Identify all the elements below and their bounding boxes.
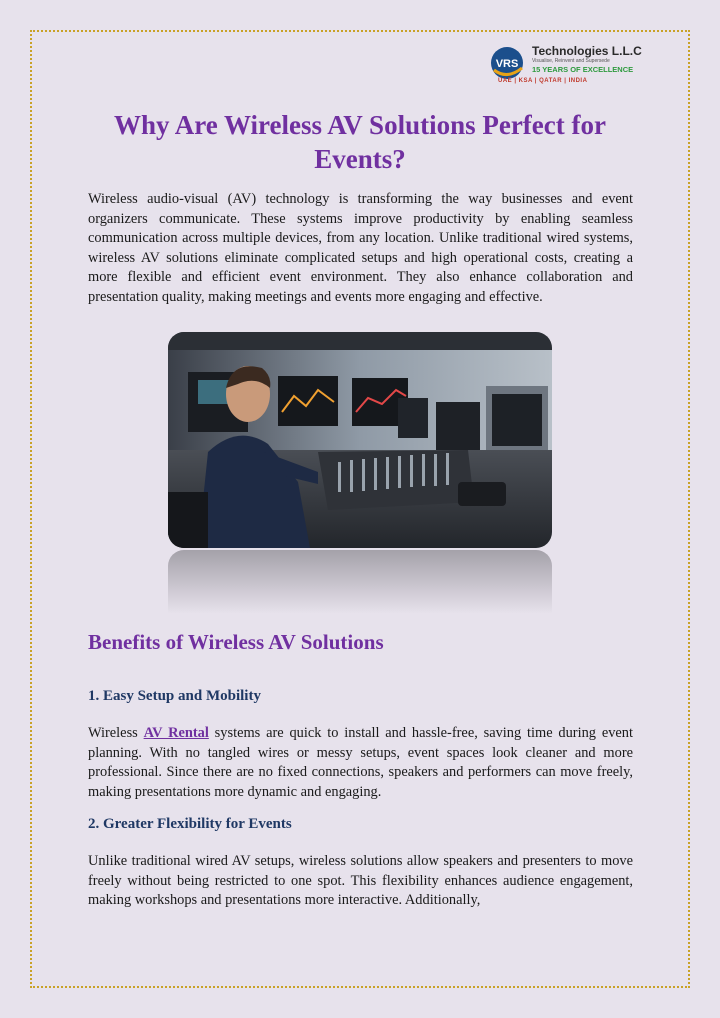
- easy-text-after: systems are quick to install and hassle-free, saving time during event planning. With no tangled wires or messy setups, event spaces look cleaner and more professional. Since there are no fixed connections, speakers and performers can move freely, making presentations more dynamic and engaging.: [88, 725, 633, 800]
- photo-reflection: [168, 550, 552, 614]
- photo-illustration: [168, 332, 552, 548]
- logo-years: 15 YEARS OF EXCELLENCE: [532, 65, 634, 74]
- page-title: Why Are Wireless AV Solutions Perfect for Events?: [114, 110, 606, 174]
- intro-paragraph: Wireless audio-visual (AV) technology is transforming the way businesses and event organizers communicate. These systems improve productivity by enabling seamless communication across multiple devices, from any location. Unlike traditional wired systems, wireless AV solutions eliminate complicated setups and high operational costs, creating a more flexible and efficient event environment. They also enhance collaboration and presentation quality, making meetings and events more engaging and effective.: [88, 191, 633, 305]
- benefits-heading: Benefits of Wireless AV Solutions: [88, 630, 384, 654]
- flexibility-heading: 2. Greater Flexibility for Events: [88, 816, 292, 832]
- av-rental-link[interactable]: AV Rental: [143, 725, 209, 741]
- article-photo: [168, 332, 552, 614]
- company-logo: [490, 40, 640, 90]
- easy-setup-paragraph: [88, 724, 633, 802]
- flexibility-paragraph: Unlike traditional wired AV setups, wireless solutions allow speakers and presenters to move freely without being restricted to one spot. This flexibility enhances audience engagement, making workshops and presentations more interactive. Additionally,: [88, 853, 633, 909]
- logo-regions: UAE | KSA | QATAR | INDIA: [498, 78, 588, 84]
- easy-setup-heading: 1. Easy Setup and Mobility: [88, 688, 261, 704]
- logo-brand: Technologies L.L.C: [532, 44, 642, 58]
- av-technician-photo: [168, 332, 552, 548]
- easy-text-before: Wireless: [88, 725, 144, 741]
- badge-letters: VRS: [495, 58, 519, 70]
- logo-tagline: Visualise, Reinvent and Supersede: [532, 58, 610, 64]
- vrs-badge-icon: [490, 46, 528, 80]
